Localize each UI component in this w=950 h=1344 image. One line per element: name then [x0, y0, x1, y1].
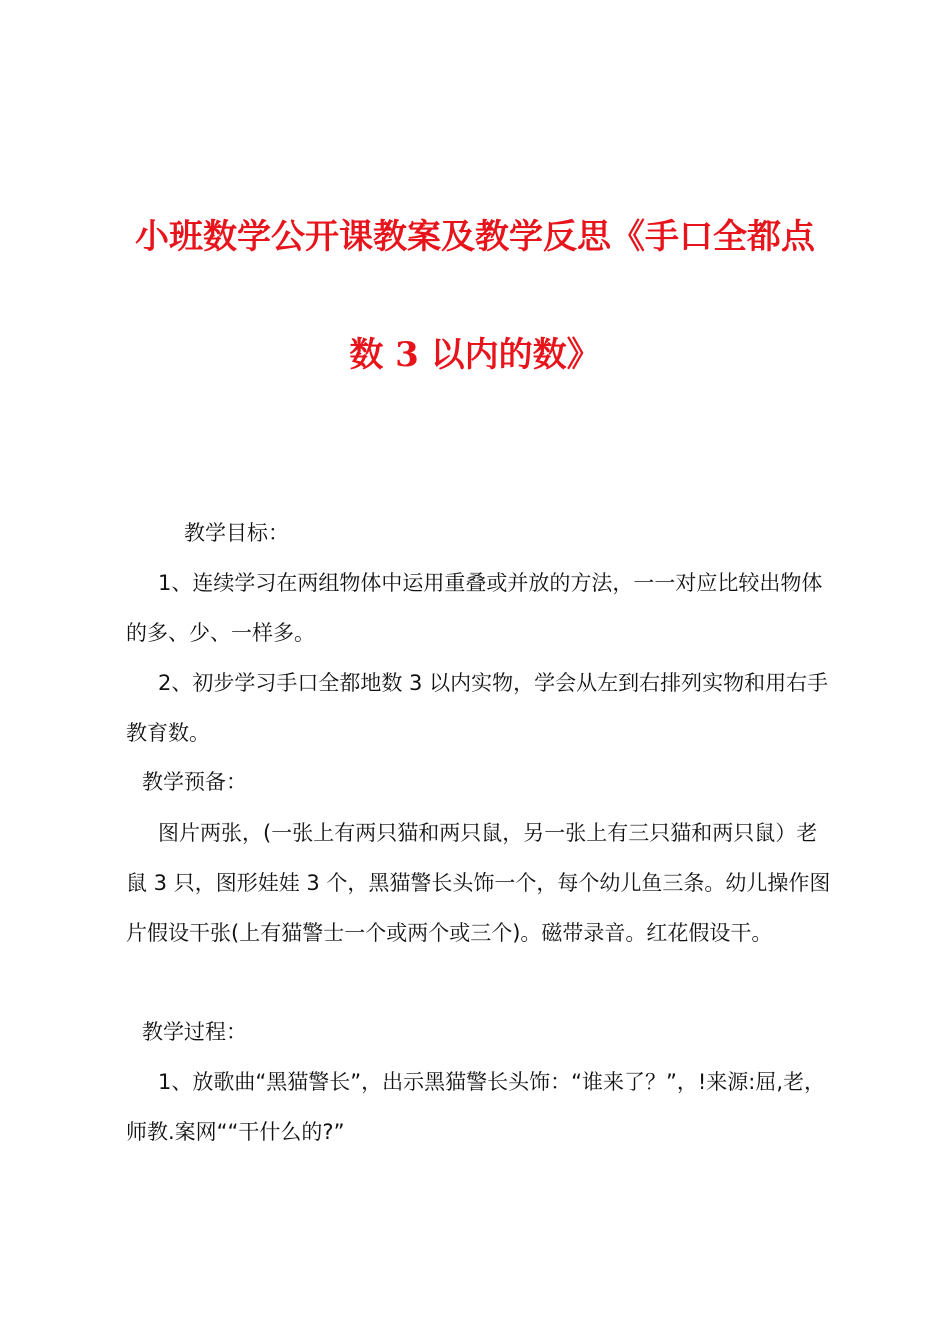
document-title-line-2: 数 3 以内的数》 — [349, 335, 601, 375]
process-item-1: 1、放歌曲“黑猫警长”，出示黑猫警长头饰：“谁来了？”，!来源:屈,老，师教.案网““干什么的?” — [126, 1070, 826, 1144]
process-heading: 教学过程： — [142, 1020, 247, 1044]
document-title-line-1: 小班数学公开课教案及教学反思《手口全都点 — [135, 217, 815, 257]
prep-text: 图片两张，(一张上有两只猫和两只鼠，另一张上有三只猫和两只鼠）老鼠 3 只，图形娃娃 3 个，黑猫警长头饰一个，每个幼儿鱼三条。幼儿操作图片假设干张(上有猫警士一个或两个或三个)。磁带录音。红花假设干。 — [126, 821, 831, 945]
goal-heading: 教学目标： — [184, 521, 289, 545]
prep-heading: 教学预备： — [142, 770, 247, 794]
goal-item-2: 2、初步学习手口全都地数 3 以内实物，学会从左到右排列实物和用右手教育数。 — [126, 671, 829, 745]
goal-item-1: 1、连续学习在两组物体中运用重叠或并放的方法，一一对应比较出物体的多、少、一样多。 — [126, 571, 823, 645]
